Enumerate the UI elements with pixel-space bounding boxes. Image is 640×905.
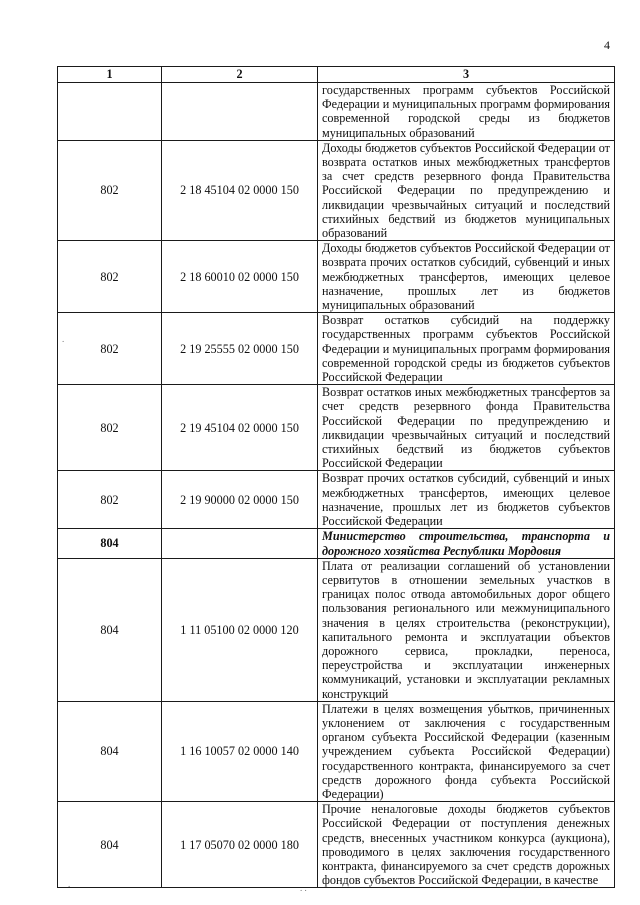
- table-row: [58, 313, 615, 385]
- admin-code-cell: 804: [58, 529, 162, 558]
- admin-code-cell: 804: [58, 802, 162, 888]
- table-row: [58, 241, 615, 313]
- admin-code-cell: 804: [58, 558, 162, 701]
- table-body: [58, 83, 615, 888]
- ministry-name-cell: Министерство строительства, транспорта и дорожного хозяйства Республики Мордовия: [318, 529, 615, 558]
- admin-code-cell: 802: [58, 140, 162, 240]
- budget-classification-table: [57, 66, 615, 888]
- admin-code-cell: 802: [58, 313, 162, 385]
- table-row: [58, 140, 615, 240]
- revenue-description-cell: государственных программ субъектов Российской Федерации и муниципальных программ формирования современной городской среды из бюджетов муниципальных образований: [318, 83, 615, 141]
- scan-artifact: .: [68, 879, 71, 889]
- admin-code-cell: [58, 83, 162, 141]
- scan-artifact: .: [62, 334, 65, 344]
- revenue-description-cell: Возврат остатков субсидий на поддержку государственных программ субъектов Российской Федерации и муниципальных программ формирования современной городской среды из бюджетов субъектов Российской Федерации: [318, 313, 615, 385]
- classification-code-cell: 2 19 45104 02 0000 150: [162, 385, 318, 471]
- classification-code-cell: 1 16 10057 02 0000 140: [162, 701, 318, 801]
- table-header-row: [58, 67, 615, 83]
- column-header-1: 1: [58, 67, 162, 83]
- classification-code-cell: 2 19 25555 02 0000 150: [162, 313, 318, 385]
- page-number: 4: [604, 38, 610, 52]
- classification-code-cell: [162, 83, 318, 141]
- admin-code-cell: 802: [58, 471, 162, 529]
- classification-code-cell: 1 11 05100 02 0000 120: [162, 558, 318, 701]
- classification-code-cell: 1 17 05070 02 0000 180: [162, 802, 318, 888]
- admin-code-cell: 802: [58, 385, 162, 471]
- table-row: [58, 558, 615, 701]
- table-row: [58, 701, 615, 801]
- classification-code-cell: 2 18 45104 02 0000 150: [162, 140, 318, 240]
- classification-code-cell: 2 18 60010 02 0000 150: [162, 241, 318, 313]
- revenue-description-cell: Возврат прочих остатков субсидий, субвенций и иных межбюджетных трансфертов, имеющих целевое назначение, прошлых лет из бюджетов субъектов Российской Федерации: [318, 471, 615, 529]
- revenue-description-cell: Платежи в целях возмещения убытков, причиненных уклонением от заключения с государственным органом субъекта Российской Федерации (казенным учреждением субъекта Российской Федерации) государственного контракта, финансируемого за счет средств дорожного фонда субъекта Российской Федерации): [318, 701, 615, 801]
- admin-code-cell: 804: [58, 701, 162, 801]
- table-row: [58, 471, 615, 529]
- revenue-description-cell: Прочие неналоговые доходы бюджетов субъектов Российской Федерации от поступления денежных средств, внесенных участником конкурса (аукциона), проводимого в целях заключения государственного контракта, финансируемого за счет средств дорожных фондов субъектов Российской Федерации, в качестве: [318, 802, 615, 888]
- column-header-2: 2: [162, 67, 318, 83]
- classification-code-cell: [162, 529, 318, 558]
- scan-artifact: . .: [300, 883, 307, 893]
- table-row: [58, 83, 615, 141]
- table-row: [58, 802, 615, 888]
- column-header-3: 3: [318, 67, 615, 83]
- admin-code-cell: 802: [58, 241, 162, 313]
- table-row: [58, 385, 615, 471]
- revenue-description-cell: Доходы бюджетов субъектов Российской Федерации от возврата прочих остатков субсидий, субвенций и иных межбюджетных трансфертов, имеющих целевое назначение, прошлых лет из бюджетов муниципальных образований: [318, 241, 615, 313]
- revenue-description-cell: Доходы бюджетов субъектов Российской Федерации от возврата остатков иных межбюджетных трансфертов за счет средств резервного фонда Правительства Российской Федерации по предупреждению и ликвидации чрезвычайных ситуаций и последствий стихийных бедствий из бюджетов муниципальных образований: [318, 140, 615, 240]
- revenue-description-cell: Плата от реализации соглашений об установлении сервитутов в отношении земельных участков в границах полос отвода автомобильных дорог общего пользования регионального или межмуниципального значения в целях строительства (реконструкции), капитального ремонта и эксплуатации объектов дорожного сервиса, прокладки, переноса, переустройства и эксплуатации инженерных коммуникаций, установки и эксплуатации рекламных конструкций: [318, 558, 615, 701]
- ministry-row: [58, 529, 615, 558]
- revenue-description-cell: Возврат остатков иных межбюджетных трансфертов за счет средств резервного фонда Правительства Российской Федерации по предупреждению и ликвидации чрезвычайных ситуаций и последствий стихийных бедствий из бюджетов субъектов Российской Федерации: [318, 385, 615, 471]
- classification-code-cell: 2 19 90000 02 0000 150: [162, 471, 318, 529]
